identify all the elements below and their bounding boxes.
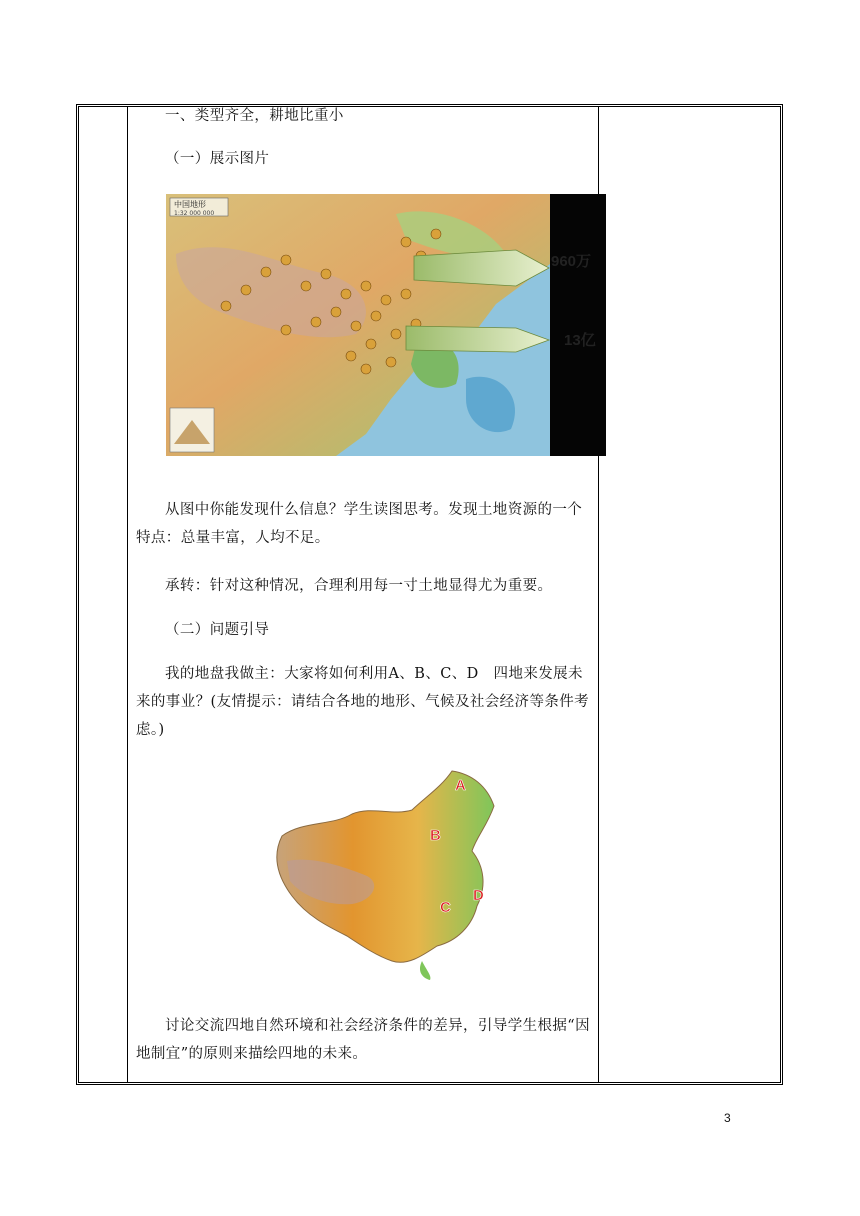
region-label-a: A — [455, 777, 466, 794]
population-label: 13亿 — [564, 332, 596, 349]
paragraph-discussion: 讨论交流四地自然环境和社会经济条件的差异，引导学生根据“因地制宜”的原则来描绘四地的未来。 — [136, 1018, 591, 1062]
china-terrain-map — [166, 194, 606, 458]
page-number: 3 — [724, 1111, 731, 1125]
area-label: 960万 — [551, 253, 592, 270]
column-divider-left — [127, 107, 128, 1082]
subheading-show-pictures: （一）展示图片 — [165, 151, 270, 167]
china-regions-map — [272, 766, 502, 980]
map-legend-title: 中国地形 — [174, 200, 206, 209]
map-scale: 1:32 000 000 — [174, 210, 215, 217]
region-label-c: C — [440, 899, 451, 916]
section-heading: 一、类型齐全，耕地比重小 — [165, 108, 344, 124]
region-label-b: B — [430, 827, 441, 844]
subheading-question-guide: （二）问题引导 — [165, 622, 270, 638]
region-label-d: D — [473, 887, 484, 904]
paragraph-question: 我的地盘我做主：大家将如何利用A、B、C、D 四地来发展未来的事业？(友情提示：请结合各地的地形、气候及社会经济等条件考虑。) — [136, 666, 590, 738]
paragraph-observation: 从图中你能发现什么信息？学生读图思考。发现土地资源的一个特点：总量丰富，人均不足。 — [136, 502, 583, 546]
paragraph-transition: 承转：针对这种情况，合理利用每一寸土地显得尤为重要。 — [165, 578, 553, 594]
